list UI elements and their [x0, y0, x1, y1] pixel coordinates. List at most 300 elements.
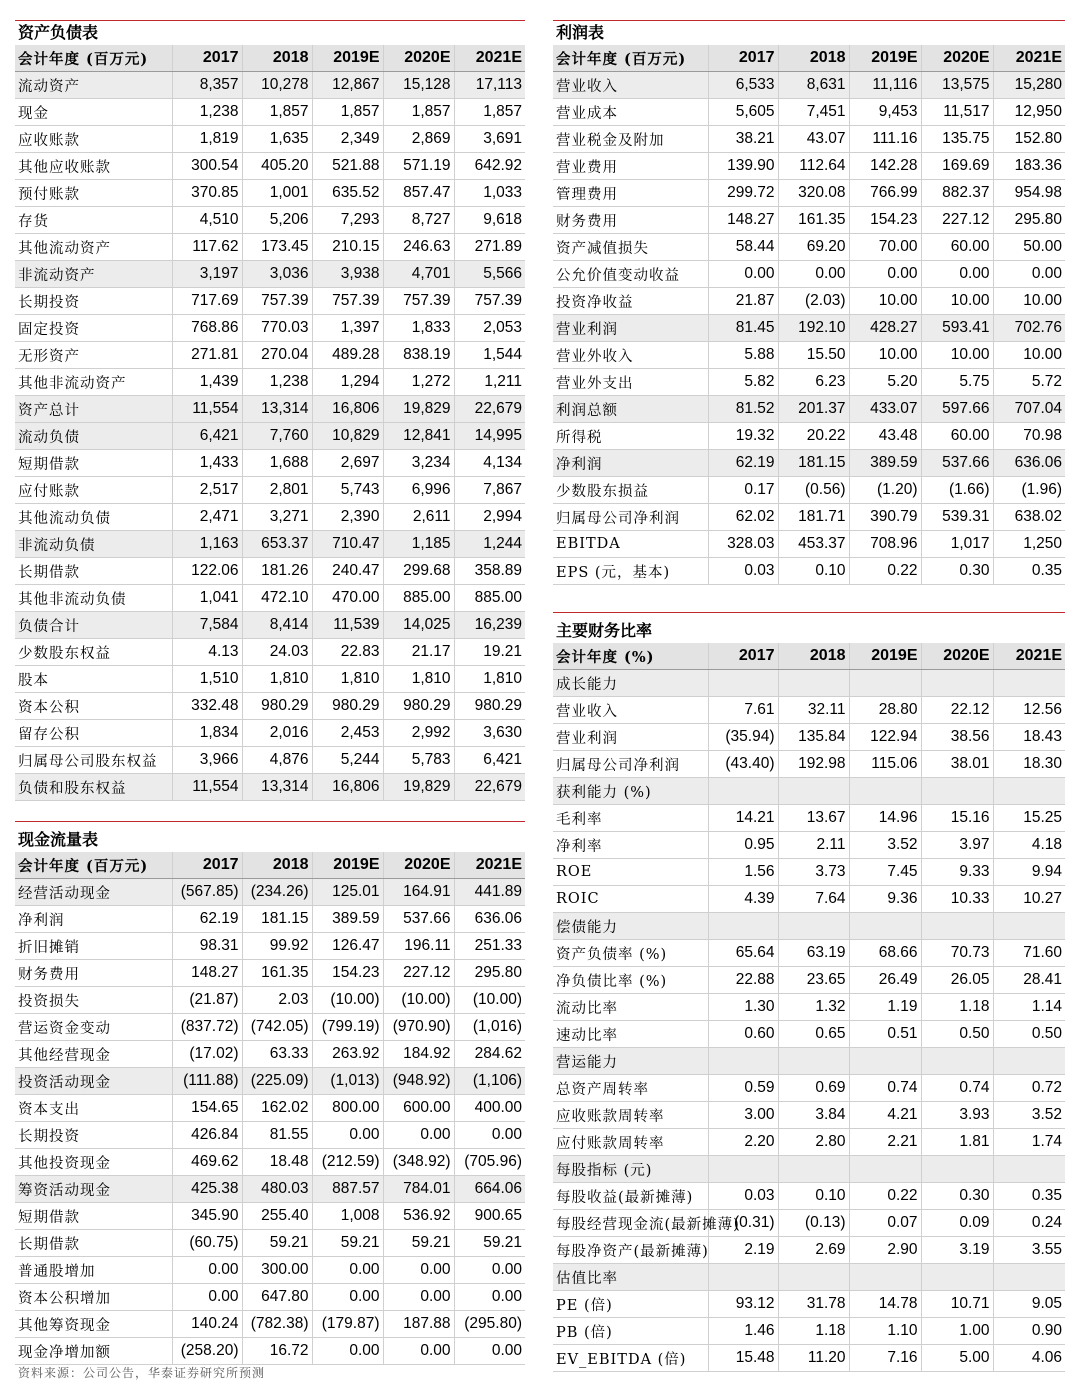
row-value: 1,544: [454, 342, 525, 369]
row-label: 负债合计: [15, 612, 172, 639]
row-label: 投资活动现金: [15, 1068, 172, 1095]
table-row: [553, 234, 1065, 261]
row-value: 757.39: [454, 288, 525, 315]
row-value: 23.65: [778, 967, 849, 994]
cash-flow-rule: [15, 821, 525, 822]
table-row: [15, 693, 525, 720]
row-value: 10.00: [849, 288, 921, 315]
row-value: 263.92: [312, 1041, 383, 1068]
row-value: 135.84: [778, 724, 849, 751]
row-label: 少数股东损益: [553, 477, 708, 504]
row-value: 1,272: [383, 369, 454, 396]
row-value: 22.83: [312, 639, 383, 666]
row-value: 2,801: [242, 477, 312, 504]
row-value: 161.35: [778, 207, 849, 234]
row-value: 441.89: [454, 879, 525, 906]
row-value: 255.40: [242, 1203, 312, 1230]
row-label: 应收账款周转率: [553, 1102, 708, 1129]
row-value: 5,566: [454, 261, 525, 288]
row-value: 2,453: [312, 720, 383, 747]
row-label: 营业税金及附加: [553, 126, 708, 153]
row-value: 1,238: [242, 369, 312, 396]
row-value: 0.00: [708, 261, 778, 288]
row-value: 192.10: [778, 315, 849, 342]
row-value: (1.66): [921, 477, 993, 504]
table-row: [553, 315, 1065, 342]
row-value: 16,239: [454, 612, 525, 639]
row-value: 38.01: [921, 751, 993, 778]
row-value: 161.35: [242, 960, 312, 987]
row-value: 271.81: [172, 342, 242, 369]
row-value: 3,630: [454, 720, 525, 747]
row-value: 0.00: [454, 1257, 525, 1284]
row-value: 152.80: [993, 126, 1065, 153]
row-value: 1.74: [993, 1129, 1065, 1156]
row-value: 10.00: [849, 342, 921, 369]
row-value: 2,471: [172, 504, 242, 531]
row-value: (10.00): [312, 987, 383, 1014]
row-label: 财务费用: [553, 207, 708, 234]
row-label: 投资净收益: [553, 288, 708, 315]
row-value: (295.80): [454, 1311, 525, 1338]
row-value: 1,250: [993, 531, 1065, 558]
row-value: 433.07: [849, 396, 921, 423]
row-value: 0.30: [921, 558, 993, 585]
row-value: 192.98: [778, 751, 849, 778]
table-row: [15, 153, 525, 180]
row-value: 1,211: [454, 369, 525, 396]
row-value: (10.00): [454, 987, 525, 1014]
row-value: 0.00: [383, 1284, 454, 1311]
header-year: 2019E: [849, 45, 921, 72]
row-value: 8,357: [172, 72, 242, 99]
row-value: 328.03: [708, 531, 778, 558]
row-value: 1.81: [921, 1129, 993, 1156]
row-value: 0.95: [708, 832, 778, 859]
row-value: 63.19: [778, 940, 849, 967]
table-row: [15, 1122, 525, 1149]
row-value: 181.26: [242, 558, 312, 585]
row-value: [993, 670, 1065, 697]
row-value: 1,244: [454, 531, 525, 558]
row-label: 偿债能力: [553, 913, 708, 940]
row-value: 757.39: [242, 288, 312, 315]
row-value: 93.12: [708, 1291, 778, 1318]
row-value: 539.31: [921, 504, 993, 531]
table-row: [15, 369, 525, 396]
table-row: [15, 879, 525, 906]
row-value: (225.09): [242, 1068, 312, 1095]
table-row: [553, 805, 1065, 832]
table-row: [553, 724, 1065, 751]
header-year: 2017: [172, 45, 242, 72]
row-value: 10.71: [921, 1291, 993, 1318]
row-value: 7,760: [242, 423, 312, 450]
row-value: 1,857: [454, 99, 525, 126]
header-label: 会计年度 (%): [553, 643, 708, 670]
row-value: 6.23: [778, 369, 849, 396]
row-value: 5.00: [921, 1345, 993, 1372]
row-value: 0.50: [993, 1021, 1065, 1048]
row-value: 0.10: [778, 1183, 849, 1210]
row-value: 1.32: [778, 994, 849, 1021]
row-value: 1,688: [242, 450, 312, 477]
row-value: (21.87): [172, 987, 242, 1014]
row-value: 16,806: [312, 774, 383, 801]
row-value: 3,938: [312, 261, 383, 288]
row-value: 702.76: [993, 315, 1065, 342]
table-row: [553, 261, 1065, 288]
source-note: 资料来源：公司公告，华泰证券研究所预测: [18, 1366, 266, 1380]
row-label: 净负债比率 (%): [553, 967, 708, 994]
row-value: 1,857: [383, 99, 454, 126]
row-value: [778, 913, 849, 940]
row-value: 885.00: [383, 585, 454, 612]
table-row: [15, 531, 525, 558]
row-value: 768.86: [172, 315, 242, 342]
row-value: 653.37: [242, 531, 312, 558]
table-row: [15, 234, 525, 261]
row-label: 归属母公司股东权益: [15, 747, 172, 774]
row-label: 流动资产: [15, 72, 172, 99]
row-value: (10.00): [383, 987, 454, 1014]
table-row: [15, 477, 525, 504]
row-label: 预付账款: [15, 180, 172, 207]
row-value: 4,134: [454, 450, 525, 477]
row-value: [708, 778, 778, 805]
row-value: 13,575: [921, 72, 993, 99]
row-value: 10.00: [921, 342, 993, 369]
row-value: 59.21: [454, 1230, 525, 1257]
table-row: [553, 1291, 1065, 1318]
row-value: 14,995: [454, 423, 525, 450]
row-value: 0.03: [708, 1183, 778, 1210]
table-row: [553, 1048, 1065, 1075]
row-value: 5.72: [993, 369, 1065, 396]
row-label: 资本公积增加: [15, 1284, 172, 1311]
row-value: 15.25: [993, 805, 1065, 832]
row-value: 58.44: [708, 234, 778, 261]
row-value: 784.01: [383, 1176, 454, 1203]
row-value: 954.98: [993, 180, 1065, 207]
table-row: [553, 450, 1065, 477]
row-label: 现金: [15, 99, 172, 126]
row-value: 0.00: [454, 1122, 525, 1149]
balance-sheet-table: [15, 45, 525, 801]
row-value: 0.00: [921, 261, 993, 288]
row-value: 345.90: [172, 1203, 242, 1230]
row-value: 838.19: [383, 342, 454, 369]
row-value: 0.00: [778, 261, 849, 288]
row-value: 19.32: [708, 423, 778, 450]
row-label: 每股收益(最新摊薄): [553, 1183, 708, 1210]
row-value: 0.00: [312, 1122, 383, 1149]
row-value: 3.84: [778, 1102, 849, 1129]
row-value: 766.99: [849, 180, 921, 207]
row-value: 12,867: [312, 72, 383, 99]
row-value: 390.79: [849, 504, 921, 531]
row-value: (234.26): [242, 879, 312, 906]
row-value: 1.18: [778, 1318, 849, 1345]
table-row: [553, 1264, 1065, 1291]
row-label: 负债和股东权益: [15, 774, 172, 801]
row-value: [921, 1156, 993, 1183]
table-row: [15, 1176, 525, 1203]
header-year: 2018: [778, 643, 849, 670]
row-value: 593.41: [921, 315, 993, 342]
row-value: 636.06: [454, 906, 525, 933]
table-row: [15, 960, 525, 987]
row-value: 980.29: [242, 693, 312, 720]
table-row: [553, 1102, 1065, 1129]
row-value: 597.66: [921, 396, 993, 423]
row-value: 757.39: [383, 288, 454, 315]
row-value: 7,451: [778, 99, 849, 126]
row-value: 142.28: [849, 153, 921, 180]
row-value: (1.20): [849, 477, 921, 504]
table-header-row: [15, 45, 525, 72]
row-value: 181.15: [778, 450, 849, 477]
row-value: 2,994: [454, 504, 525, 531]
row-value: 800.00: [312, 1095, 383, 1122]
row-value: [708, 1264, 778, 1291]
row-value: [849, 1048, 921, 1075]
row-value: 521.88: [312, 153, 383, 180]
row-label: ROIC: [553, 886, 708, 913]
row-label: EV_EBITDA (倍): [553, 1345, 708, 1372]
row-value: 18.48: [242, 1149, 312, 1176]
row-label: 总资产周转率: [553, 1075, 708, 1102]
row-value: 425.38: [172, 1176, 242, 1203]
row-value: (782.38): [242, 1311, 312, 1338]
row-value: 81.45: [708, 315, 778, 342]
table-row: [15, 1095, 525, 1122]
row-value: 2,349: [312, 126, 383, 153]
table-row: [15, 1149, 525, 1176]
table-row: [15, 261, 525, 288]
row-label: 其他非流动资产: [15, 369, 172, 396]
row-value: [849, 1264, 921, 1291]
row-value: 15.48: [708, 1345, 778, 1372]
row-value: 154.65: [172, 1095, 242, 1122]
header-year: 2021E: [993, 643, 1065, 670]
row-value: 405.20: [242, 153, 312, 180]
row-label: 其他经营现金: [15, 1041, 172, 1068]
ratios-panel: [553, 612, 1065, 1372]
row-label: 所得税: [553, 423, 708, 450]
row-label: 少数股东权益: [15, 639, 172, 666]
row-value: 900.65: [454, 1203, 525, 1230]
table-row: [553, 1318, 1065, 1345]
table-row: [553, 180, 1065, 207]
row-label: 非流动负债: [15, 531, 172, 558]
row-value: (1,013): [312, 1068, 383, 1095]
header-year: 2020E: [383, 45, 454, 72]
row-value: 1,041: [172, 585, 242, 612]
row-value: 16,806: [312, 396, 383, 423]
row-value: 1.18: [921, 994, 993, 1021]
table-row: [553, 99, 1065, 126]
row-value: 3,234: [383, 450, 454, 477]
row-label: PB (倍): [553, 1318, 708, 1345]
ratios-table: [553, 643, 1065, 1372]
row-value: 196.11: [383, 933, 454, 960]
row-value: 1,017: [921, 531, 993, 558]
row-value: 14.96: [849, 805, 921, 832]
row-value: 2.21: [849, 1129, 921, 1156]
row-value: 8,631: [778, 72, 849, 99]
row-value: 0.22: [849, 558, 921, 585]
row-value: 1,238: [172, 99, 242, 126]
row-value: 638.02: [993, 504, 1065, 531]
row-value: (17.02): [172, 1041, 242, 1068]
row-value: 472.10: [242, 585, 312, 612]
row-label: 长期借款: [15, 558, 172, 585]
row-label: 获利能力 (%): [553, 778, 708, 805]
row-value: [921, 1048, 993, 1075]
row-label: 营业收入: [553, 697, 708, 724]
row-label: 其他流动资产: [15, 234, 172, 261]
row-label: 无形资产: [15, 342, 172, 369]
row-value: 15.50: [778, 342, 849, 369]
header-year: 2021E: [454, 45, 525, 72]
row-label: 营运能力: [553, 1048, 708, 1075]
row-value: 20.22: [778, 423, 849, 450]
row-label: 留存公积: [15, 720, 172, 747]
row-value: 1.30: [708, 994, 778, 1021]
row-value: 2.19: [708, 1237, 778, 1264]
row-value: 536.92: [383, 1203, 454, 1230]
row-label: EBITDA: [553, 531, 708, 558]
row-value: 299.68: [383, 558, 454, 585]
row-value: 148.27: [708, 207, 778, 234]
ratios-rule: [553, 612, 1065, 613]
row-value: 3.52: [849, 832, 921, 859]
row-value: 22.88: [708, 967, 778, 994]
table-row: [15, 906, 525, 933]
row-value: 181.71: [778, 504, 849, 531]
table-row: [15, 747, 525, 774]
table-row: [15, 1284, 525, 1311]
row-label: 营业费用: [553, 153, 708, 180]
header-year: 2018: [242, 852, 312, 879]
row-value: 3.55: [993, 1237, 1065, 1264]
row-label: 股本: [15, 666, 172, 693]
table-row: [553, 1237, 1065, 1264]
row-value: 980.29: [312, 693, 383, 720]
row-value: 162.02: [242, 1095, 312, 1122]
row-value: 0.69: [778, 1075, 849, 1102]
row-value: 537.66: [383, 906, 454, 933]
row-value: 2.03: [242, 987, 312, 1014]
table-row: [553, 531, 1065, 558]
row-value: 0.22: [849, 1183, 921, 1210]
row-label: 资产减值损失: [553, 234, 708, 261]
row-value: [993, 913, 1065, 940]
row-value: 0.17: [708, 477, 778, 504]
row-label: 归属母公司净利润: [553, 751, 708, 778]
row-label: 资产总计: [15, 396, 172, 423]
row-value: 332.48: [172, 693, 242, 720]
row-value: [708, 1048, 778, 1075]
row-value: 184.92: [383, 1041, 454, 1068]
row-value: 19,829: [383, 396, 454, 423]
row-value: [708, 1156, 778, 1183]
row-value: (705.96): [454, 1149, 525, 1176]
row-value: 14.78: [849, 1291, 921, 1318]
table-row: [553, 778, 1065, 805]
table-row: [15, 933, 525, 960]
row-value: 210.15: [312, 234, 383, 261]
row-value: 5,605: [708, 99, 778, 126]
row-value: 1,433: [172, 450, 242, 477]
row-value: 770.03: [242, 315, 312, 342]
row-value: 2,053: [454, 315, 525, 342]
row-value: 0.35: [993, 1183, 1065, 1210]
row-value: 1,510: [172, 666, 242, 693]
row-value: 0.24: [993, 1210, 1065, 1237]
row-value: (258.20): [172, 1338, 242, 1365]
row-value: 11.20: [778, 1345, 849, 1372]
row-value: 24.03: [242, 639, 312, 666]
ratios-title: 主要财务比率: [556, 621, 653, 640]
row-value: 5.20: [849, 369, 921, 396]
row-value: (970.90): [383, 1014, 454, 1041]
row-value: 70.98: [993, 423, 1065, 450]
row-value: 1,810: [454, 666, 525, 693]
row-value: 300.54: [172, 153, 242, 180]
table-row: [15, 585, 525, 612]
row-label: 应付账款: [15, 477, 172, 504]
row-value: (799.19): [312, 1014, 383, 1041]
row-value: 370.85: [172, 180, 242, 207]
table-row: [15, 342, 525, 369]
row-value: 11,517: [921, 99, 993, 126]
cash-flow-table: [15, 852, 525, 1365]
row-value: 22,679: [454, 774, 525, 801]
table-row: [553, 1210, 1065, 1237]
row-value: 251.33: [454, 933, 525, 960]
row-value: 60.00: [921, 234, 993, 261]
row-value: [993, 1048, 1065, 1075]
row-value: 3.93: [921, 1102, 993, 1129]
row-value: 426.84: [172, 1122, 242, 1149]
row-value: 5.82: [708, 369, 778, 396]
header-year: 2017: [708, 45, 778, 72]
row-value: 980.29: [383, 693, 454, 720]
row-value: 18.30: [993, 751, 1065, 778]
row-value: (837.72): [172, 1014, 242, 1041]
row-value: 480.03: [242, 1176, 312, 1203]
row-value: 6,421: [454, 747, 525, 774]
cash-flow-panel: [15, 821, 525, 1365]
row-value: 0.35: [993, 558, 1065, 585]
row-value: 6,996: [383, 477, 454, 504]
row-value: 4.06: [993, 1345, 1065, 1372]
table-row: [15, 1257, 525, 1284]
table-row: [15, 99, 525, 126]
row-label: 净利率: [553, 832, 708, 859]
row-value: 389.59: [312, 906, 383, 933]
row-value: 15,128: [383, 72, 454, 99]
row-value: (1,106): [454, 1068, 525, 1095]
table-row: [553, 504, 1065, 531]
row-value: 295.80: [454, 960, 525, 987]
row-value: 63.33: [242, 1041, 312, 1068]
row-value: (43.40): [708, 751, 778, 778]
table-row: [553, 207, 1065, 234]
row-value: 470.00: [312, 585, 383, 612]
